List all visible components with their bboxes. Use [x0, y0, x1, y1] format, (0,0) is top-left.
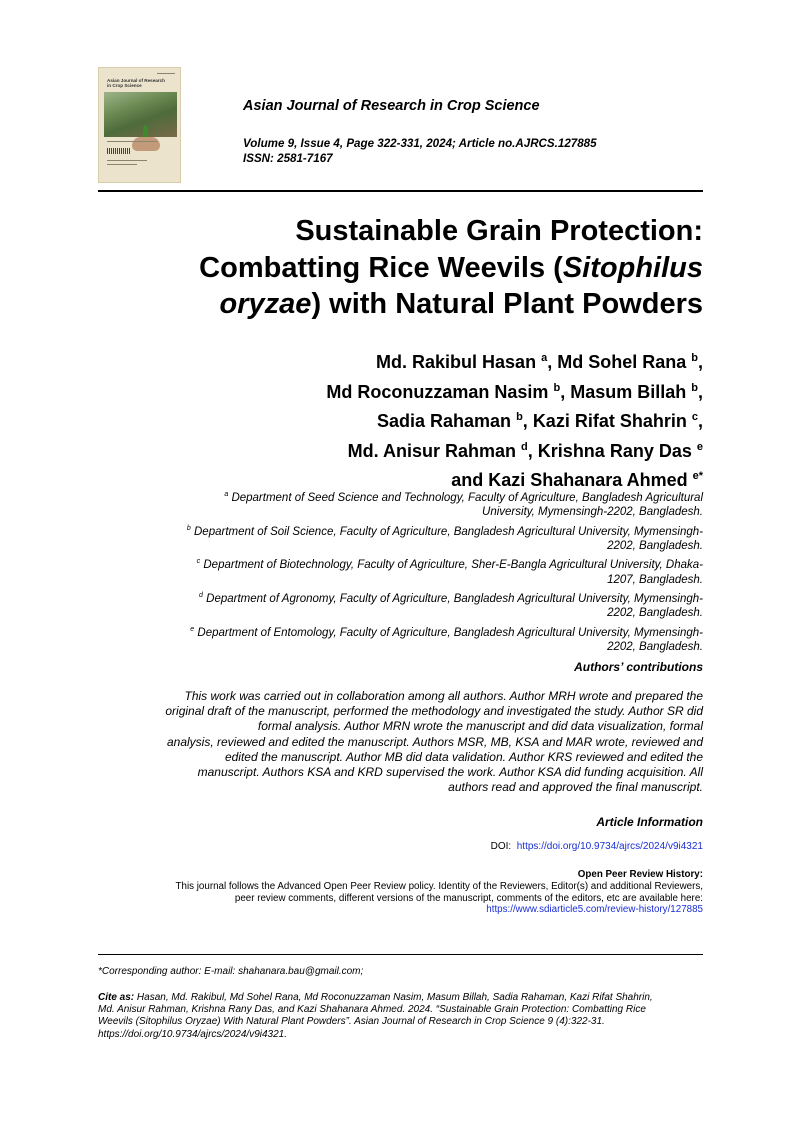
cover-rule — [107, 160, 147, 161]
contributions-line: formal analysis. Author MRN wrote the manuscript and did data visualization, formal — [257, 719, 703, 734]
affiliation-marker: e — [190, 625, 195, 633]
title-line: Sustainable Grain Protection: — [295, 215, 703, 247]
author-name: Md. Rakibul Hasan — [376, 352, 537, 372]
affiliation-text: Department of Entomology, Faculty of Agriculture, Bangladesh Agricultural University, Mymensingh- — [197, 626, 703, 639]
citation — [98, 992, 708, 1041]
author-name: Md Sohel Rana — [557, 352, 687, 372]
contributions-text — [93, 689, 703, 795]
affiliation-text: University, Mymensingh-2202, Bangladesh. — [482, 506, 703, 519]
peer-review-line: peer review comments, different versions of the manuscript, comments of the editors, etc are available here: — [234, 892, 703, 904]
affiliation-item — [93, 589, 703, 620]
affiliation-marker: d — [199, 592, 203, 600]
author-affil-marker: a — [541, 352, 548, 364]
author-separator: , — [697, 381, 703, 402]
author-separator: , — [560, 381, 571, 402]
peer-review-line: This journal follows the Advanced Open Peer Review policy. Identity of the Reviewers, Editor(s) and additional Reviewers, — [175, 881, 703, 892]
contributions-line: edited the manuscript. Author MB did data validation. Author KRS reviewed and edited the — [224, 749, 703, 764]
author-name: Krishna Rany Das — [537, 440, 692, 461]
doi-label: DOI: — [490, 841, 512, 852]
affiliation-text: 2202, Bangladesh. — [607, 607, 703, 620]
contributions-line: original draft of the manuscript, performed the methodology and investigated the study. Author SR did — [165, 704, 703, 719]
article-info-heading: Article Information — [596, 815, 703, 829]
title-text: ) with Natural Plant Powders — [311, 288, 703, 320]
contributions-line: analysis, reviewed and edited the manuscript. Authors MSR, MB, KSA and MAR wrote, reviewed and — [166, 734, 703, 749]
author-separator: , — [697, 352, 703, 372]
author-line — [103, 376, 703, 406]
author-name: Kazi Rifat Shahrin — [532, 411, 687, 431]
citation-line: Md. Anisur Rahman, Krishna Rany Das, and Kazi Shahanara Ahmed. 2024. “Sustainable Grain Protection: Combatting Rice — [98, 1004, 646, 1016]
author-name: Masum Billah — [570, 381, 687, 402]
author-affil-marker: d — [521, 440, 528, 453]
affiliation-marker: b — [186, 524, 191, 532]
author-name: Sadia Rahaman — [376, 411, 512, 431]
footer-divider — [98, 954, 703, 955]
author-affil-marker: b — [691, 381, 698, 394]
title-species: oryzae — [219, 288, 312, 320]
author-separator: , — [697, 411, 703, 431]
journal-meta — [243, 136, 597, 166]
peer-review-heading: Open Peer Review History: — [577, 869, 703, 880]
author-list — [103, 346, 703, 494]
affiliation-item — [93, 488, 703, 519]
cover-title-line: Asian Journal of Research — [107, 78, 165, 83]
title-line — [103, 286, 703, 323]
author-line — [103, 346, 703, 376]
affiliation-text: Department of Agronomy, Faculty of Agriculture, Bangladesh Agricultural University, Mymensingh- — [206, 592, 703, 605]
affiliation-marker: a — [224, 491, 229, 498]
barcode-icon — [107, 148, 131, 154]
author-affil-marker: e* — [692, 470, 703, 482]
contributions-heading: Authors’ contributions — [574, 660, 703, 674]
hands-illustration — [132, 137, 160, 151]
review-history-link[interactable]: https://www.sdiarticle5.com/review-history/127885 — [486, 904, 703, 916]
affiliation-item — [93, 623, 703, 654]
header-divider — [98, 190, 703, 192]
author-name: Md. Anisur Rahman — [347, 440, 517, 461]
author-separator: , — [527, 440, 538, 461]
author-name: Md Roconuzzaman Nasim — [326, 381, 549, 402]
cover-rule — [107, 141, 157, 142]
citation-line: Weevils (Sitophilus Oryzae) With Natural Plant Powders”. Asian Journal of Research in Crop Science 9 (4):322-31. — [98, 1016, 605, 1028]
author-name: and Kazi Shahanara Ahmed — [451, 470, 688, 490]
author-affil-marker: b — [691, 352, 698, 364]
cover-rule — [157, 73, 175, 74]
cover-rule — [107, 164, 137, 165]
author-affil-marker: b — [516, 411, 523, 423]
affiliation-text: Department of Soil Science, Faculty of Agriculture, Bangladesh Agricultural University, Mymensingh- — [194, 525, 703, 538]
affiliation-text: 2202, Bangladesh. — [607, 641, 703, 653]
author-affil-marker: e — [696, 440, 703, 453]
title-species: Sitophilus — [562, 251, 703, 284]
title-text: Combatting Rice Weevils ( — [199, 251, 563, 284]
affiliation-item — [93, 522, 703, 553]
paper-title — [103, 213, 703, 323]
citation-label: Cite as: — [98, 992, 135, 1003]
peer-review-text — [83, 881, 703, 916]
affiliations — [93, 488, 703, 657]
author-separator: , — [547, 352, 558, 372]
author-affil-marker: c — [691, 411, 698, 423]
cover-photo — [104, 92, 177, 137]
contributions-line: authors read and approved the final manuscript. — [448, 780, 703, 795]
author-line — [103, 405, 703, 435]
author-line — [103, 435, 703, 465]
issn: ISSN: 2581-7167 — [243, 152, 333, 165]
doi-link[interactable]: https://doi.org/10.9734/ajrcs/2024/v9i4321 — [516, 841, 703, 852]
journal-name: Asian Journal of Research in Crop Science — [243, 98, 540, 114]
affiliation-text: Department of Seed Science and Technology, Faculty of Agriculture, Bangladesh Agricultural — [231, 491, 703, 504]
cover-title — [107, 78, 177, 89]
contributions-line: manuscript. Authors KSA and KRD supervised the work. Author KSA did funding acquisition. All — [197, 765, 703, 780]
journal-cover-image — [98, 67, 181, 183]
citation-line: https://doi.org/10.9734/ajrcs/2024/v9i4321. — [98, 1028, 288, 1040]
affiliation-text: Department of Biotechnology, Faculty of Agriculture, Sher-E-Bangla Agricultural University, Dhaka- — [203, 559, 703, 572]
affiliation-marker: c — [196, 558, 201, 566]
author-affil-marker: b — [553, 381, 561, 394]
contributions-line: This work was carried out in collaboration among all authors. Author MRH wrote and prepared the — [184, 689, 703, 703]
affiliation-text: 2202, Bangladesh. — [607, 539, 703, 552]
affiliation-text: 1207, Bangladesh. — [607, 573, 703, 586]
citation-line: Hasan, Md. Rakibul, Md Sohel Rana, Md Roconuzzaman Nasim, Masum Billah, Sadia Rahaman, Kazi Rifat Shahrin, — [136, 992, 653, 1003]
title-line — [103, 250, 703, 287]
doi-line — [491, 841, 703, 852]
cover-title-line: in Crop Science — [107, 83, 142, 89]
author-separator: , — [522, 411, 533, 431]
volume-line: Volume 9, Issue 4, Page 322-331, 2024; Article no.AJRCS.127885 — [243, 137, 597, 150]
corresponding-author: *Corresponding author: E-mail: shahanara.bau@gmail.com; — [98, 966, 364, 977]
affiliation-item — [93, 555, 703, 586]
